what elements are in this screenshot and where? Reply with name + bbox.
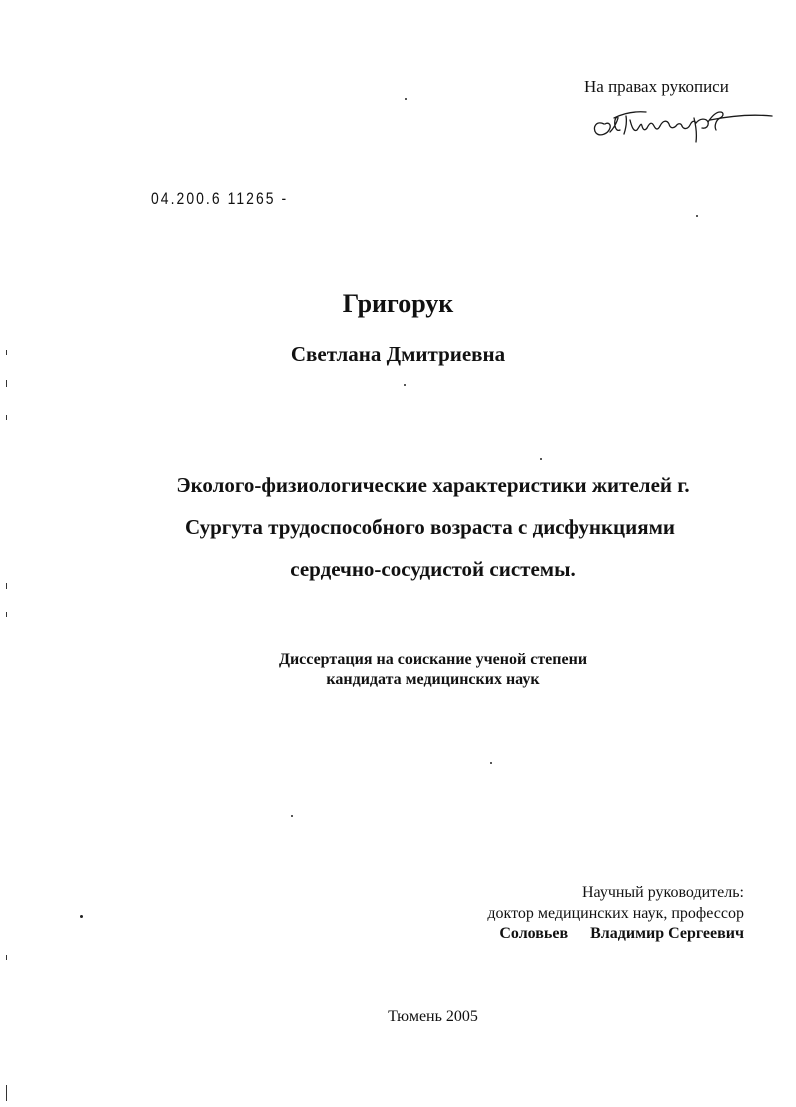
title-line: Эколого-физиологические характеристики жителей г. — [176, 473, 690, 497]
rights-note: На правах рукописи — [584, 77, 729, 96]
scan-margin-mark — [6, 1085, 7, 1101]
scan-speck — [405, 98, 407, 100]
scan-speck — [696, 215, 698, 217]
title-line: сердечно-сосудистой системы. — [290, 557, 576, 581]
dissertation-type: Диссертация на соискание ученой степени — [278, 651, 588, 668]
scan-margin-mark — [6, 415, 7, 420]
inventory-number: 04.200.6 11265 - — [151, 189, 289, 208]
scan-margin-mark — [6, 350, 7, 355]
scan-speck — [80, 915, 83, 918]
scan-speck — [490, 762, 492, 764]
supervisor-name — [499, 925, 744, 943]
place-and-year: Тюмень 2005 — [388, 1008, 478, 1025]
author-given-names: Светлана Дмитриевна — [290, 342, 506, 366]
supervisor-role: Научный руководитель: — [581, 884, 744, 901]
degree-sought: кандидата медицинских наук — [326, 671, 540, 688]
scan-margin-mark — [6, 583, 7, 589]
title-line: Сургута трудоспособного возраста с дисфункциями — [184, 515, 676, 539]
scan-margin-mark — [6, 380, 7, 387]
scan-margin-mark — [6, 955, 7, 960]
scan-speck — [404, 384, 406, 386]
scan-margin-mark — [6, 612, 7, 617]
handwritten-signature — [590, 104, 775, 146]
scan-speck — [291, 815, 293, 817]
author-surname: Григорук — [342, 289, 454, 318]
scan-speck — [540, 458, 542, 460]
supervisor-degree: доктор медицинских наук, профессор — [487, 905, 744, 922]
supervisor-given-names: Владимир Сергеевич — [590, 925, 744, 942]
supervisor-surname: Соловьев — [499, 925, 569, 942]
